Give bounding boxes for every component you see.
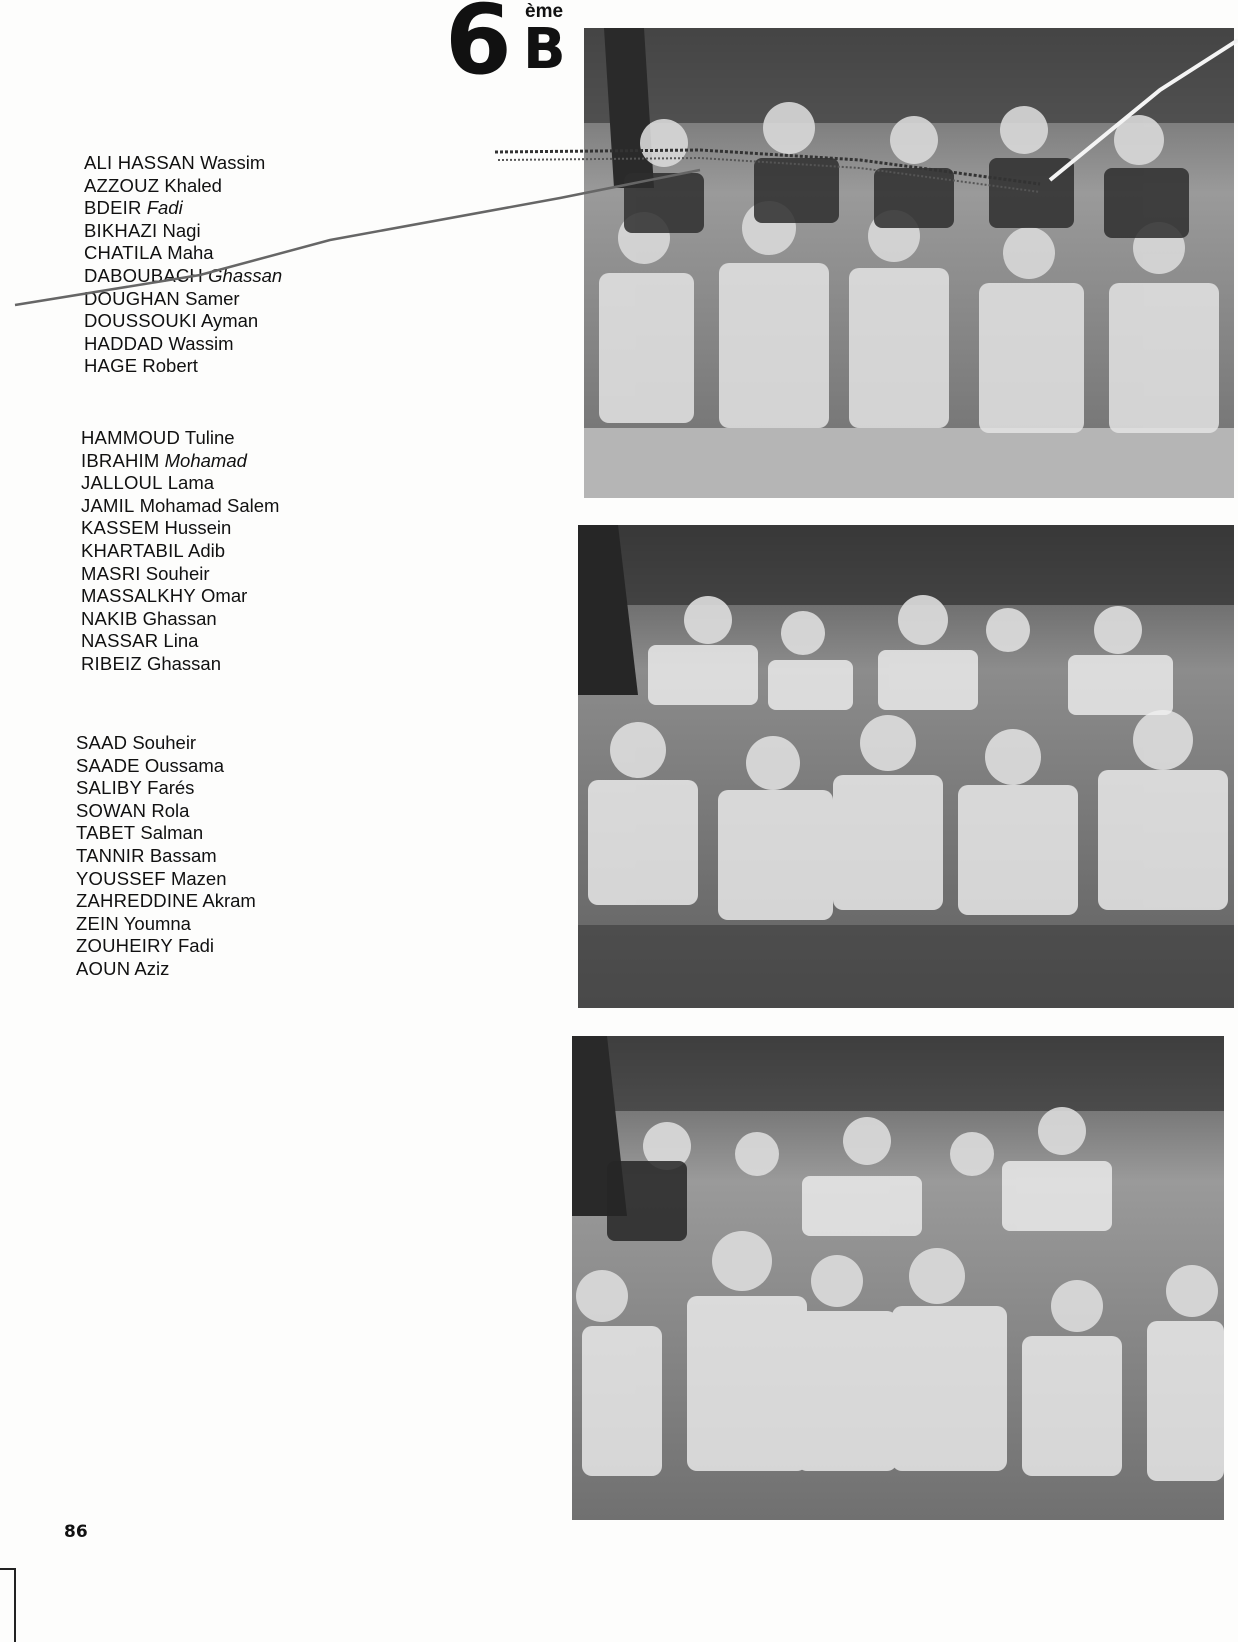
student-last-name: DOUGHAN	[84, 287, 180, 309]
student-name	[81, 495, 279, 518]
student-last-name: SAADE	[76, 754, 140, 776]
name-list-group-2	[81, 427, 279, 676]
student-name	[76, 777, 256, 800]
student-name	[76, 958, 256, 981]
student-last-name: KHARTABIL	[81, 539, 184, 561]
student-first-name: Ghassan	[146, 652, 222, 674]
student-last-name: JAMIL	[81, 494, 135, 516]
student-first-name: Mazen	[170, 867, 227, 889]
student-name	[81, 608, 279, 631]
class-section-letter: B	[523, 17, 566, 82]
student-name	[76, 755, 256, 778]
student-first-name: Omar	[201, 585, 248, 607]
student-first-name: Farés	[147, 777, 195, 799]
student-last-name: BIKHAZI	[84, 219, 158, 241]
student-last-name: ALI HASSAN	[84, 152, 195, 173]
student-first-name: Rola	[151, 799, 190, 821]
student-first-name: Aziz	[134, 957, 170, 979]
student-first-name: Ghassan	[142, 607, 217, 629]
student-first-name: Mohamad Salem	[139, 494, 280, 516]
student-first-name: Hussein	[164, 517, 232, 539]
name-list-group-3	[76, 732, 256, 981]
class-photo-2-image	[578, 525, 1234, 1008]
student-first-name: Samer	[185, 287, 240, 309]
student-last-name: ZEIN	[76, 912, 119, 934]
student-name	[76, 890, 256, 913]
class-photo-3-image	[572, 1036, 1224, 1520]
student-name	[81, 450, 279, 473]
student-first-name: Bassam	[149, 844, 217, 866]
student-first-name: Wassim	[200, 152, 266, 173]
student-first-name: Lina	[163, 630, 199, 652]
student-last-name: YOUSSEF	[76, 867, 166, 889]
student-name	[76, 822, 256, 845]
student-last-name: KASSEM	[81, 517, 160, 539]
student-first-name: Akram	[202, 890, 256, 912]
page-number: 86	[64, 1522, 88, 1542]
student-last-name: HADDAD	[84, 332, 164, 354]
student-last-name: ZOUHEIRY	[76, 935, 173, 957]
student-last-name: NASSAR	[81, 630, 159, 652]
student-last-name: TANNIR	[76, 844, 145, 866]
student-name	[81, 427, 279, 450]
student-first-name: Robert	[142, 355, 198, 377]
class-photo-3	[572, 1036, 1224, 1520]
student-name	[84, 333, 282, 356]
student-last-name: NAKIB	[81, 607, 138, 629]
student-first-name: Oussama	[144, 754, 225, 776]
student-last-name: DABOUBACH	[84, 264, 203, 286]
student-last-name: RIBEIZ	[81, 652, 142, 674]
student-name	[76, 845, 256, 868]
student-last-name: DOUSSOUKI	[84, 310, 197, 332]
class-grade-superscript: ème	[525, 1, 564, 22]
student-name	[76, 800, 256, 823]
student-name	[81, 472, 279, 495]
student-last-name: AZZOUZ	[84, 174, 160, 196]
student-first-name: Ghassan	[208, 264, 283, 286]
student-name	[81, 585, 279, 608]
student-first-name: Ayman	[200, 310, 259, 332]
student-last-name: TABET	[76, 822, 136, 844]
student-first-name: Tuline	[184, 427, 235, 448]
student-name	[81, 540, 279, 563]
student-first-name: Youmna	[123, 912, 191, 934]
student-first-name: Adib	[188, 539, 226, 561]
student-first-name: Nagi	[162, 219, 201, 241]
student-name	[76, 913, 256, 936]
student-first-name: Fadi	[146, 197, 183, 219]
student-first-name: Wassim	[168, 332, 234, 354]
class-grade-number: 6	[445, 0, 510, 96]
student-last-name: SAAD	[76, 732, 128, 753]
student-first-name: Fadi	[178, 935, 214, 957]
student-last-name: MASRI	[81, 562, 141, 584]
student-first-name: Souheir	[145, 562, 210, 584]
student-name	[81, 653, 279, 676]
student-name	[76, 868, 256, 891]
class-photo-2	[578, 525, 1234, 1008]
student-name	[81, 563, 279, 586]
student-last-name: ZAHREDDINE	[76, 890, 199, 912]
student-last-name: IBRAHIM	[81, 449, 160, 471]
student-last-name: BDEIR	[84, 197, 142, 219]
student-name	[76, 732, 256, 755]
student-first-name: Khaled	[164, 174, 222, 196]
student-first-name: Mohamad	[164, 449, 247, 471]
student-first-name: Lama	[167, 472, 215, 494]
tear-stitch-mark	[0, 0, 1238, 320]
scan-border	[0, 1568, 16, 1642]
student-last-name: HAMMOUD	[81, 427, 181, 448]
student-name	[76, 935, 256, 958]
student-last-name: JALLOUL	[81, 472, 163, 494]
student-last-name: MASSALKHY	[81, 585, 196, 607]
student-last-name: HAGE	[84, 355, 138, 377]
student-last-name: SALIBY	[76, 777, 142, 799]
student-last-name: AOUN	[76, 957, 131, 979]
student-name	[84, 355, 282, 378]
student-first-name: Maha	[167, 242, 214, 264]
student-name	[81, 630, 279, 653]
student-first-name: Souheir	[132, 732, 197, 753]
student-last-name: CHATILA	[84, 242, 163, 264]
student-first-name: Salman	[140, 822, 204, 844]
student-name	[81, 517, 279, 540]
student-last-name: SOWAN	[76, 799, 147, 821]
